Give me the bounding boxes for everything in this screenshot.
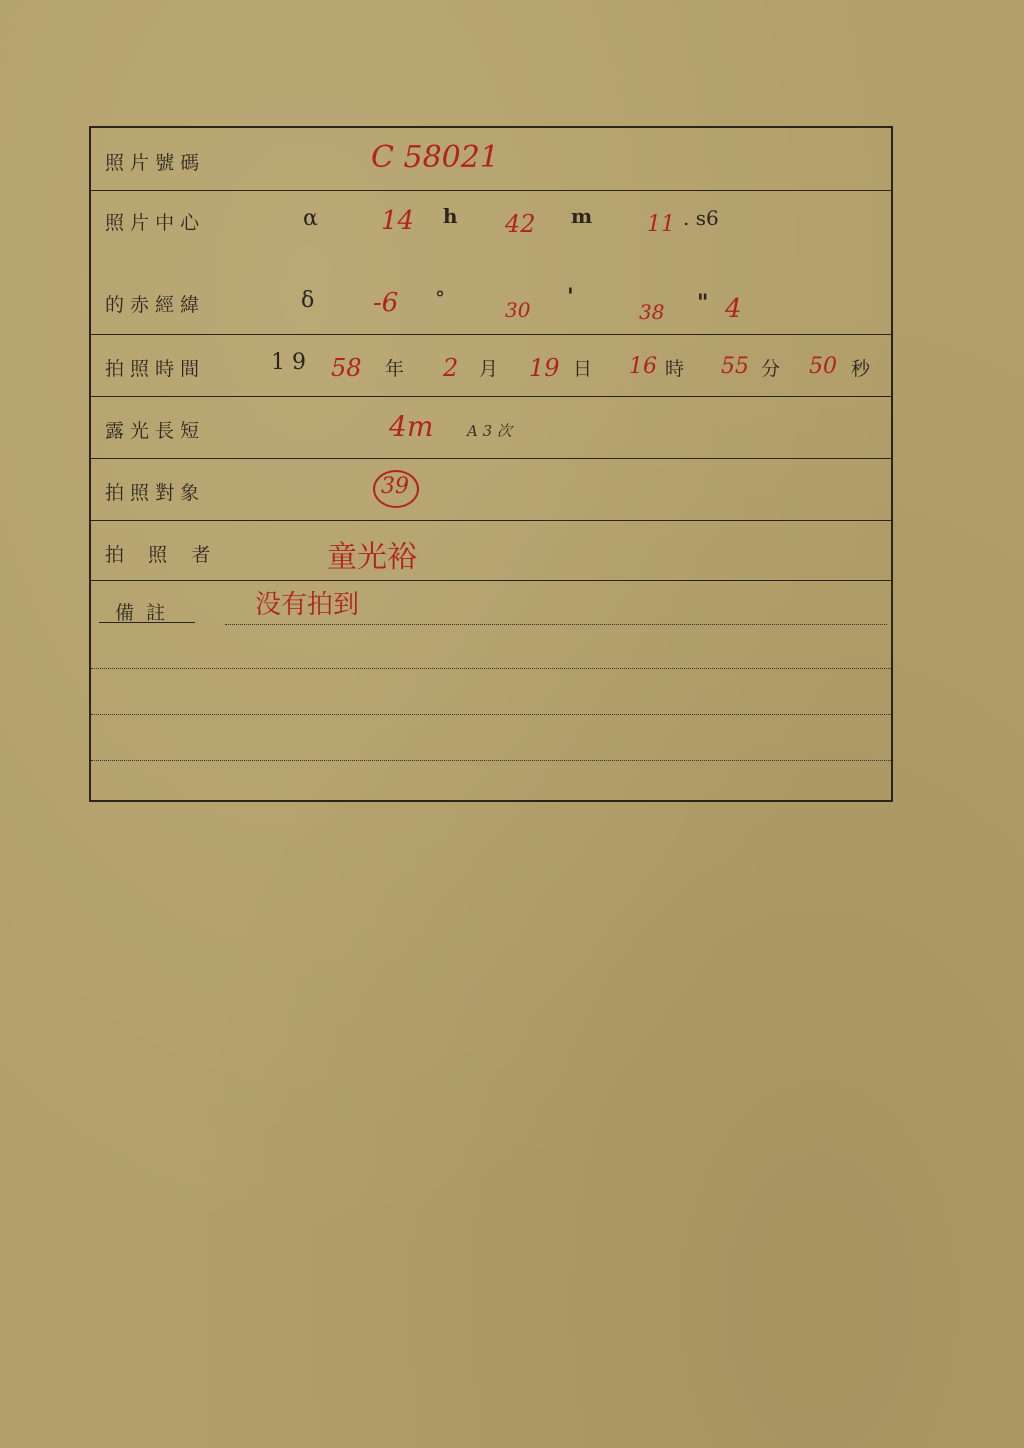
dec-seconds-fraction: 4 xyxy=(725,294,742,324)
ra-hours: 14 xyxy=(381,206,415,236)
year-prefix: 1 9 xyxy=(271,350,306,375)
exposure-label: 露 光 長 短 xyxy=(105,420,200,442)
row-photographer xyxy=(91,520,891,581)
center-label-line1: 照 片 中 心 xyxy=(105,212,200,234)
row-exposure xyxy=(91,396,891,459)
minute-unit: 分 xyxy=(761,358,781,380)
dec-seconds-unit: " xyxy=(697,290,709,316)
photographer-label: 拍 照 者 xyxy=(105,544,211,566)
dec-seconds: 38 xyxy=(639,300,665,324)
row-photo-number xyxy=(91,128,891,191)
exposure-note: A 3 次 xyxy=(467,422,512,440)
photo-number-label: 照 片 號 碼 xyxy=(105,152,200,174)
dec-minutes-unit: ' xyxy=(567,284,574,310)
dec-degrees: -6 xyxy=(373,288,399,318)
photo-record-form xyxy=(89,126,893,802)
day-value: 19 xyxy=(529,354,560,382)
alpha-symbol: α xyxy=(303,206,318,231)
remarks-dotted-line-3 xyxy=(91,714,891,715)
month-value: 2 xyxy=(443,354,459,382)
photographer-value: 童光裕 xyxy=(327,540,417,575)
object-value: 39 xyxy=(381,474,409,499)
row-photo-center xyxy=(91,190,891,335)
year-value: 58 xyxy=(331,354,362,382)
hour-value: 16 xyxy=(629,354,657,379)
remarks-dotted-line-1 xyxy=(225,624,887,625)
ra-minutes: 42 xyxy=(505,210,536,238)
dec-degrees-unit: ° xyxy=(435,286,445,310)
hour-unit: 時 xyxy=(665,358,685,380)
ra-minutes-unit: m xyxy=(571,204,593,228)
object-label: 拍 照 對 象 xyxy=(105,482,200,504)
month-unit: 月 xyxy=(479,358,499,380)
ra-hours-unit: h xyxy=(443,204,458,228)
ra-seconds: 11 xyxy=(647,212,675,237)
remarks-label: 備 註 xyxy=(115,602,166,624)
remarks-dotted-line-4 xyxy=(91,760,891,761)
row-photo-time xyxy=(91,334,891,397)
year-unit: 年 xyxy=(385,358,405,380)
second-value: 50 xyxy=(809,354,837,379)
day-unit: 日 xyxy=(573,358,593,380)
dec-minutes: 30 xyxy=(505,298,531,322)
time-label: 拍 照 時 間 xyxy=(105,358,200,380)
remarks-value: 没有拍到 xyxy=(255,590,360,620)
remarks-dotted-line-2 xyxy=(91,668,891,669)
remarks-label-underline xyxy=(99,622,195,623)
exposure-value: 4m xyxy=(389,410,434,443)
center-label-line2: 的 赤 經 緯 xyxy=(105,294,200,316)
second-unit: 秒 xyxy=(851,358,871,380)
minute-value: 55 xyxy=(721,354,749,379)
delta-symbol: δ xyxy=(301,288,315,313)
photo-number-value: C 58021 xyxy=(371,140,499,175)
row-object xyxy=(91,458,891,521)
ra-seconds-unit: . s6 xyxy=(683,206,719,230)
